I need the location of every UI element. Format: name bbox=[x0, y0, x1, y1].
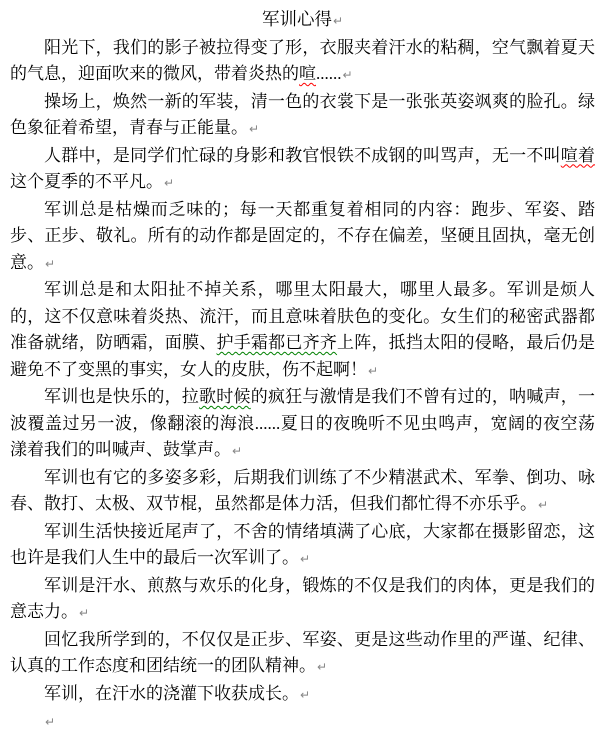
text-run: 阳光下，我们的影子被拉得变了形，衣服夹着汗水的粘稠，空气飘着夏天的气息，迎面吹来的微风，带着炎热的 bbox=[10, 37, 595, 83]
text-run: 军训也是快乐的，拉 bbox=[44, 387, 200, 406]
paragraph-1 bbox=[10, 35, 595, 89]
paragraph-9 bbox=[10, 573, 595, 627]
text-run: 的疯狂与激情是我们不曾有过的，呐喊声，一波覆盖过另一波，像翻滚的海浪......夏日的夜晚听不见虫鸣声，宽阔的夜空荡漾着我们的叫喊声、鼓掌声。 bbox=[10, 387, 596, 459]
paragraph-3 bbox=[10, 143, 595, 197]
red-wavy-text-run: 喧 bbox=[299, 64, 316, 83]
paragraph-mark-icon: ↵ bbox=[79, 606, 90, 620]
document-title: 军训心得 bbox=[261, 9, 332, 29]
text-run: 人群中，是同学们忙碌的身影和教官恨铁不成钢的叫骂声，无一不叫 bbox=[44, 145, 561, 165]
text-run: 军训总是和太阳扯不掉关系，哪里太阳最大，哪里人最多。军训是烦人的，这不仅意味着炎热、流汗，而且意味着肤色的变化。女生们的秘密武器都准备就绪，防晒霜，面膜、 bbox=[10, 280, 595, 352]
paragraph-mark-icon: ↵ bbox=[538, 498, 549, 512]
text-run: 这个夏季的不平凡。 bbox=[10, 172, 163, 191]
paragraph-mark-icon: ↵ bbox=[332, 14, 344, 28]
text-run: 军训是汗水、煎熬与欢乐的化身，锻炼的不仅是我们的肉体，更是我们的意志力。 bbox=[10, 575, 595, 621]
paragraph-10 bbox=[10, 627, 595, 681]
paragraph-8 bbox=[10, 519, 595, 573]
paragraph-mark-icon: ↵ bbox=[317, 660, 328, 674]
paragraph-mark-icon: ↵ bbox=[342, 68, 353, 82]
green-wavy-text-run: 护手霜都已齐齐 bbox=[216, 333, 338, 352]
paragraph-12 bbox=[10, 708, 595, 736]
text-run: 军训生活快接近尾声了，不舍的情绪填满了心底，大家都在摄影留恋，这也许是我们人生中的最后一次军训了。 bbox=[10, 521, 595, 567]
paragraph-mark-icon: ↵ bbox=[368, 363, 379, 378]
text-run: 军训，在汗水的浇灌下收获成长。 bbox=[44, 683, 299, 703]
text-run: 军训也有它的多姿多彩，后期我们训练了不少精湛武术、军拳、倒功、咏春、散打、太极、双节棍，虽然都是体力活，但我们都忙得不亦乐乎。 bbox=[10, 467, 595, 513]
paragraph-mark-icon: ↵ bbox=[232, 444, 243, 458]
text-run: 上阵，抵挡太阳的侵略，最后仍是避免不了变黑的事实，女人的皮肤，伤不起啊！ bbox=[10, 333, 596, 379]
document-title-line bbox=[10, 6, 595, 35]
paragraph-mark-icon: ↵ bbox=[300, 552, 311, 566]
paragraph-mark-icon: ↵ bbox=[45, 256, 56, 271]
paragraph-7 bbox=[10, 465, 595, 519]
green-wavy-text-run: 歌时候 bbox=[199, 387, 251, 406]
paragraph-6 bbox=[10, 384, 595, 465]
text-run: 军训总是枯燥而乏味的；每一天都重复着相同的内容：跑步、军姿、踏步、正步、敬礼。所有的动作都是固定的，不存在偏差，坚硬且固执，毫无创意。 bbox=[10, 199, 595, 272]
paragraph-11 bbox=[10, 681, 595, 709]
text-run: 操场上，焕然一新的军装，清一色的衣裳下是一张张英姿飒爽的脸孔。绿色象征着希望，青春与正能量。 bbox=[10, 91, 595, 137]
red-wavy-text-run: 喧着 bbox=[560, 145, 596, 165]
paragraph-mark-icon: ↵ bbox=[45, 715, 56, 729]
paragraph-5 bbox=[10, 277, 595, 384]
paragraph-mark-icon: ↵ bbox=[249, 122, 260, 136]
paragraph-mark-icon: ↵ bbox=[164, 176, 175, 190]
text-run: ...... bbox=[316, 64, 342, 83]
paragraph-2 bbox=[10, 89, 595, 143]
paragraph-mark-icon: ↵ bbox=[300, 687, 311, 702]
text-run: 回忆我所学到的，不仅仅是正步、军姿、更是这些动作里的严谨、纪律、认真的工作态度和团结统一的团队精神。 bbox=[10, 629, 595, 675]
document-body bbox=[10, 35, 595, 736]
paragraph-4 bbox=[10, 197, 595, 278]
